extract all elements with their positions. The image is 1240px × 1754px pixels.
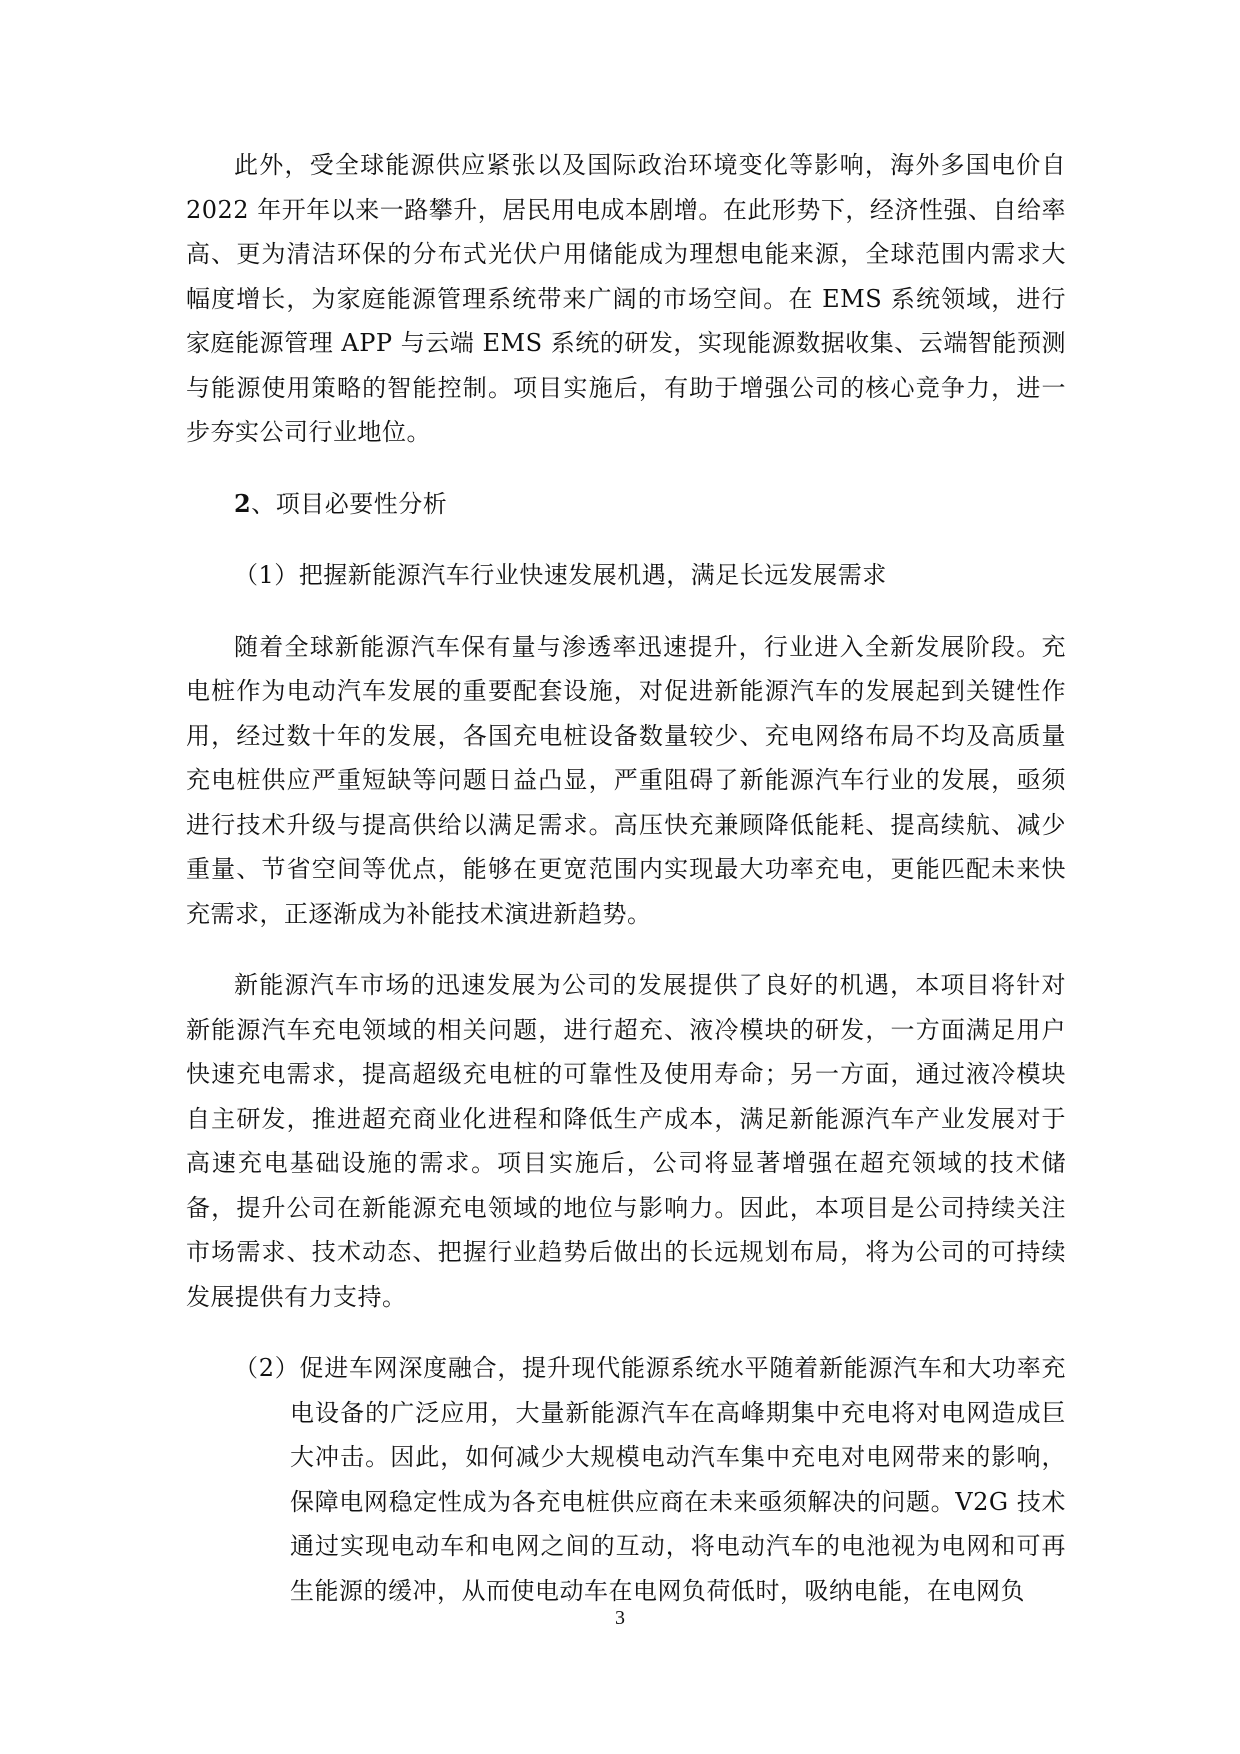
page-body [186, 143, 1066, 1613]
paragraph-gap [186, 936, 1066, 963]
paragraph-energy-prices: 此外，受全球能源供应紧张以及国际政治环境变化等影响，海外多国电价自 2022 年开年以来一路攀升，居民用电成本剧增。在此形势下，经济性强、自给率高、更为清洁环保的分布式光伏户用储能成为理想电能来源，全球范围内需求大幅度增长，为家庭能源管理系统带来广阔的市场空间。在 EMS 系统领域，进行家庭能源管理 APP 与云端 EMS 系统的研发，实现能源数据收集、云端智能预测与能源使用策略的智能控制。项目实施后，有助于增强公司的核心竞争力，进一步夯实公司行业地位。 [186, 151, 1066, 446]
section-heading-necessity [186, 482, 1066, 527]
subheading-ev-opportunity: （1）把握新能源汽车行业快速发展机遇，满足长远发展需求 [234, 561, 887, 589]
paragraph-gap [186, 526, 1066, 553]
paragraph-gap [186, 598, 1066, 625]
paragraph-gap [186, 1319, 1066, 1346]
page-number: 3 [615, 1607, 625, 1629]
paragraph-gap [186, 455, 1066, 482]
paragraph-charging-demand: 随着全球新能源汽车保有量与渗透率迅速提升，行业进入全新发展阶段。充电桩作为电动汽车发展的重要配套设施，对促进新能源汽车的发展起到关键性作用，经过数十年的发展，各国充电桩设备数量较少、充电网络布局不均及高质量充电桩供应严重短缺等问题日益凸显，严重阻碍了新能源汽车行业的发展，亟须进行技术升级与提高供给以满足需求。高压快充兼顾降低能耗、提高续航、减少重量、节省空间等优点，能够在更宽范围内实现最大功率充电，更能匹配未来快充需求，正逐渐成为补能技术演进新趋势。 [186, 632, 1066, 928]
section-title: 、项目必要性分析 [251, 489, 448, 518]
paragraph-company-opportunity: 新能源汽车市场的迅速发展为公司的发展提供了良好的机遇，本项目将针对新能源汽车充电领域的相关问题，进行超充、液冷模块的研发，一方面满足用户快速充电需求，提高超级充电桩的可靠性及使用寿命；另一方面，通过液冷模块自主研发，推进超充商业化进程和降低生产成本，满足新能源汽车产业发展对于高速充电基础设施的需求。项目实施后，公司将显著增强在超充领域的技术储备，提升公司在新能源充电领域的地位与影响力。因此，本项目是公司持续关注市场需求、技术动态、把握行业趋势后做出的长远规划布局，将为公司的可持续发展提供有力支持。 [186, 971, 1066, 1311]
paragraph-v2g: （2）促进车网深度融合，提升现代能源系统水平随着新能源汽车和大功率充电设备的广泛应用，大量新能源汽车在高峰期集中充电将对电网造成巨大冲击。因此，如何减少大规模电动汽车集中充电对电网带来的影响，保障电网稳定性成为各充电桩供应商在未来亟须解决的问题。V2G 技术通过实现电动车和电网之间的互动，将电动汽车的电池视为电网和可再生能源的缓冲，从而使电动车在电网负荷低时，吸纳电能，在电网负 [234, 1354, 1066, 1605]
section-number: 2 [234, 488, 252, 518]
